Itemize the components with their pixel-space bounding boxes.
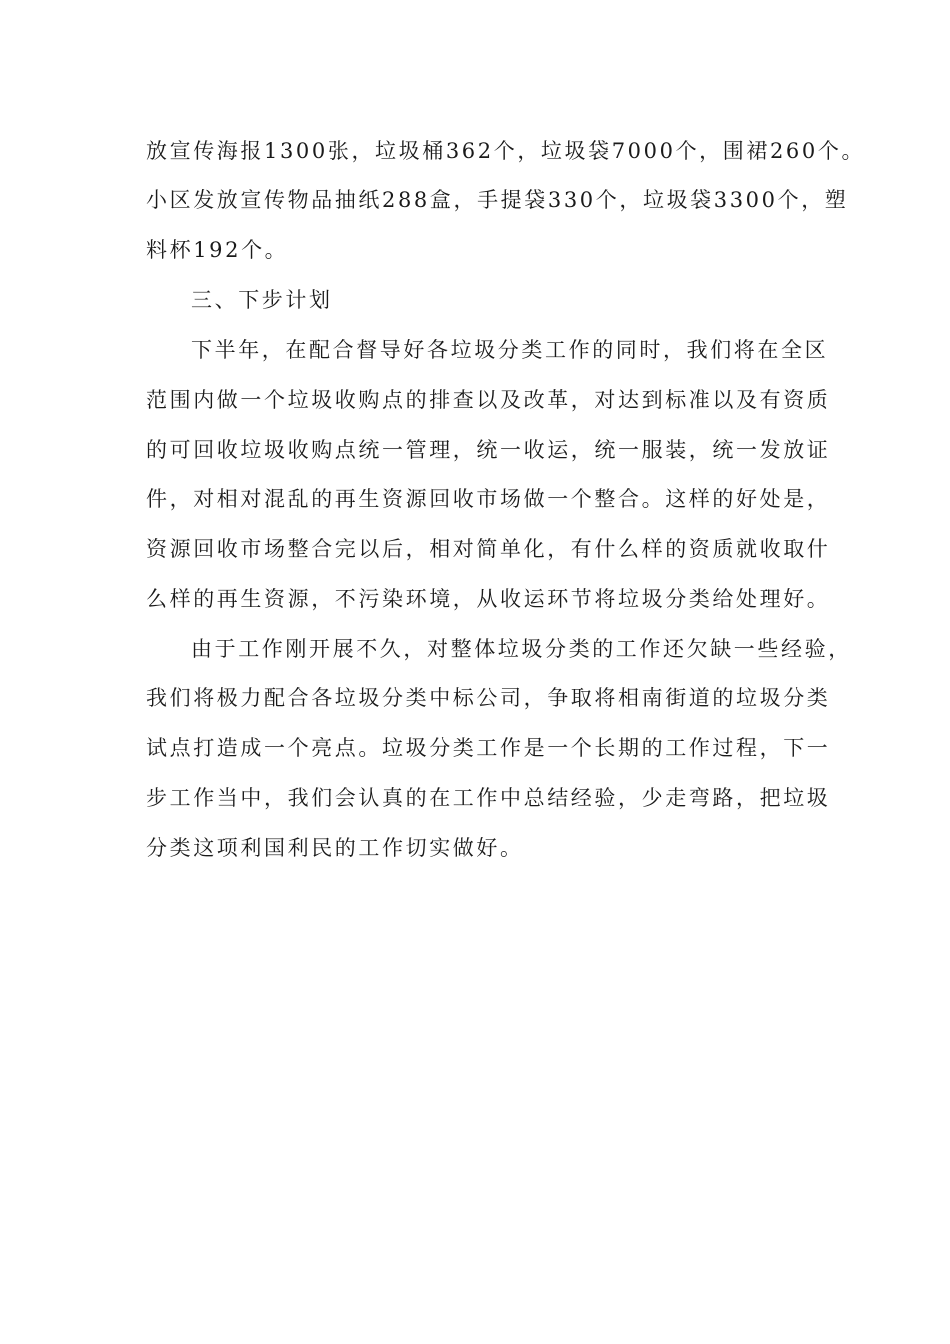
paragraph-2-line-5: 资源回收市场整合完以后，相对简单化，有什么样的资质就收取什: [146, 537, 831, 561]
paragraph-2-line-3: 的可回收垃圾收购点统一管理，统一收运，统一服装，统一发放证: [146, 438, 831, 462]
paragraph-1-line-2: 小区发放宣传物品抽纸288盒，手提袋330个，垃圾袋3300个，塑: [146, 188, 849, 212]
paragraph-1-line-1: 放宣传海报1300张，垃圾桶362个，垃圾袋7000个，围裙260个。: [146, 139, 866, 163]
paragraph-2-line-1: 下半年，在配合督导好各垃圾分类工作的同时，我们将在全区: [191, 338, 829, 362]
paragraph-3-line-3: 试点打造成一个亮点。垃圾分类工作是一个长期的工作过程，下一: [146, 736, 831, 760]
paragraph-3-line-2: 我们将极力配合各垃圾分类中标公司，争取将相南街道的垃圾分类: [146, 686, 831, 710]
paragraph-2-line-6: 么样的再生资源，不污染环境，从收运环节将垃圾分类给处理好。: [146, 587, 831, 611]
paragraph-3-line-4: 步工作当中，我们会认真的在工作中总结经验，少走弯路，把垃圾: [146, 786, 831, 810]
section-heading: 三、下步计划: [191, 288, 333, 312]
paragraph-2-line-2: 范围内做一个垃圾收购点的排查以及改革，对达到标准以及有资质: [146, 388, 831, 412]
paragraph-3-line-1: 由于工作刚开展不久，对整体垃圾分类的工作还欠缺一些经验，: [191, 637, 852, 661]
paragraph-3-line-5: 分类这项利国利民的工作切实做好。: [146, 836, 524, 860]
paragraph-2-line-4: 件，对相对混乱的再生资源回收市场做一个整合。这样的好处是，: [146, 487, 831, 511]
paragraph-1-line-3: 料杯192个。: [146, 238, 289, 262]
